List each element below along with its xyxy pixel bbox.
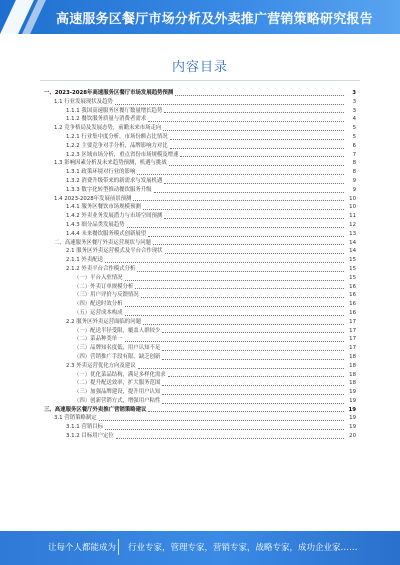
toc-dot-leader [170,139,344,140]
toc-entry-page: 18 [349,353,356,360]
footer-separator [118,539,119,555]
toc-entry-page: 11 [349,213,356,220]
toc-dot-leader [169,165,344,166]
toc-entry-page: 19 [349,397,356,404]
toc-entry-text: 3.1 营销策略制定 [54,415,97,422]
toc-entry[interactable] [44,265,356,274]
toc-dot-leader [153,244,344,245]
toc-entry-page: 10 [349,204,356,211]
toc-entry-page: 9 [352,177,356,184]
toc-entry-page: 16 [349,283,356,290]
toc-entry[interactable] [44,327,356,336]
toc-entry-text: （一）优化菜品结构，满足多样化需求 [74,371,166,378]
toc-entry-text: 1.3.3 数字化转型推动餐饮服务升级 [66,186,152,193]
report-header-banner [0,0,400,34]
toc-entry-page: 10 [349,195,356,202]
toc-entry[interactable] [44,318,356,327]
toc-entry-text: （二）提升配送效率，扩大服务范围 [74,380,161,387]
toc-entry[interactable] [44,247,356,256]
toc-entry-text: （一）平台入驻情况 [74,274,123,281]
toc-entry-page: 16 [349,309,356,316]
toc-entry-text: 1.2 竞争格局及发展态势，前瞻未来市场走向 [54,125,162,132]
toc-entry-page: 8 [352,169,356,176]
toc-dot-leader [137,174,344,175]
toc-dot-leader [164,183,344,184]
toc-entry[interactable] [44,124,356,133]
toc-entry-text: （一）配送半径受限，覆盖人群较少 [74,327,161,334]
toc-entry-text: 1.2.2 主要竞争对手分析，品牌影响力对比 [66,142,168,149]
toc-entry-text: （四）配送时效分析 [74,301,123,308]
toc-entry-page: 3 [352,98,356,105]
toc-entry-text: 3.1.1 营销目标 [66,424,103,431]
toc-entry-page: 15 [349,274,356,281]
toc-entry-text: （四）营销推广手段有限，缺乏创新 [74,353,161,360]
toc-entry-page: 17 [349,336,356,343]
toc-entry-page: 5 [352,133,356,140]
toc-entry[interactable] [44,230,356,239]
toc-entry[interactable] [44,414,356,423]
toc-entry-text: 1.3.1 政策环境对行业的影响 [66,169,136,176]
toc-entry[interactable] [44,291,356,300]
toc-entry-text: 3.1.2 目标用户定位 [66,433,114,440]
toc-entry-text: 一、2023-2028年高速服务区餐厅市场发展趋势预测 [44,90,174,96]
toc-entry-text: 1.4.4 未来餐饮服务模式创新展望 [66,230,147,237]
toc-dot-leader [125,315,344,316]
toc-dot-leader [137,271,344,272]
toc-entry-text: 1.2.3 区域市场分析，重点省份市场规模及增速 [66,151,179,158]
toc-entry-text: 1.4.1 服务区餐饮市场规模预测 [66,204,141,211]
toc-entry[interactable] [44,98,356,107]
toc-entry[interactable] [44,274,356,283]
toc-entry[interactable] [44,115,356,124]
toc-entry-text: （二）菜品种类单一 [74,336,123,343]
toc-dot-leader [125,280,344,281]
toc-entry-page: 9 [352,186,356,193]
toc-entry-page: 18 [349,380,356,387]
toc-entry[interactable] [44,309,356,318]
toc-dot-leader [148,236,344,237]
toc-entry[interactable] [44,371,356,380]
toc-entry-page: 5 [352,125,356,132]
toc-entry[interactable] [44,177,356,186]
toc-dot-leader [163,130,344,131]
toc-dot-leader [170,148,344,149]
toc-entry-text: 三、高速服务区餐厅外卖推广营销策略建议 [44,406,147,413]
toc-entry-page: 16 [349,301,356,308]
toc-dot-leader [148,411,344,412]
toc-dot-leader [125,341,344,342]
toc-dot-leader [135,288,344,289]
toc-entry[interactable] [44,353,356,362]
toc-dot-leader [148,121,344,122]
toc-entry-page: 18 [349,362,356,369]
toc-entry-text: 1.1.2 餐饮服务质量与消费者需求 [66,116,147,123]
toc-dot-leader [162,403,344,404]
toc-entry-text: 1.3 影响因素分析及未来趋势预测，机遇与挑战 [54,160,167,167]
toc-entry-text: （三）用户评价与反馈情况 [74,292,139,299]
toc-entry-page: 6 [352,142,356,149]
toc-entry-text: 2.1.1 外卖配送 [66,257,103,264]
toc-entry-page: 8 [352,160,356,167]
toc-entry[interactable] [44,168,356,177]
toc-dot-leader [143,209,344,210]
toc-entry-page: 20 [349,433,356,440]
toc-entry-text: 二、高速服务区餐厅外卖运营现状与问题 [54,239,152,246]
toc-entry-text: 2.2 服务区外卖运营面临的问题 [66,318,141,325]
table-of-contents [44,89,356,441]
toc-dot-leader [162,359,344,360]
toc-dot-leader [116,438,344,439]
toc-entry-page: 17 [349,327,356,334]
toc-dot-leader [138,368,344,369]
toc-entry[interactable] [44,203,356,212]
toc-entry-text: 1.4 2023-2028年发展前景预测 [54,195,132,202]
toc-entry-page: 3 [352,107,356,114]
toc-entry[interactable] [44,423,356,432]
toc-entry[interactable] [44,397,356,406]
toc-entry-text: 2.1 服务区外卖运营模式及平台合作现状 [66,248,163,255]
toc-entry-text: （五）运营成本构成 [74,309,123,316]
toc-entry[interactable] [44,221,356,230]
toc-entry[interactable] [44,379,356,388]
toc-entry[interactable] [44,159,356,168]
toc-entry-page: 4 [352,116,356,123]
toc-dot-leader [141,297,344,298]
toc-entry[interactable] [44,300,356,309]
toc-entry-text: （三）品牌知名度低，用户认知不足 [74,345,161,352]
toc-dot-leader [105,262,344,263]
toc-entry-text: （二）外卖订单规模分析 [74,283,134,290]
toc-entry-page: 12 [349,221,356,228]
toc-divider [40,80,360,81]
toc-entry-text: 1.4.3 细分品类发展趋势 [66,221,125,228]
toc-dot-leader [175,95,344,96]
toc-entry-text: （四）创新营销方式，增强用户粘性 [74,397,161,404]
toc-dot-leader [162,332,344,333]
toc-entry[interactable] [44,151,356,160]
toc-dot-leader [164,112,344,113]
toc-entry-page: 13 [349,230,356,237]
toc-entry[interactable] [44,195,356,204]
toc-entry-page: 19 [349,415,356,422]
toc-entry-page: 19 [349,389,356,396]
footer-slogan-left: 让每个人都能成为 [48,543,117,553]
toc-entry-page: 16 [349,292,356,299]
toc-entry[interactable] [44,89,356,98]
toc-entry-page: 17 [349,318,356,325]
toc-entry-text: 2.1.2 外卖平台合作模式分析 [66,265,136,272]
toc-dot-leader [105,429,344,430]
toc-dot-leader [180,156,344,157]
toc-entry-text: 1.1.1 我国高速服务区餐厅数量增长趋势 [66,107,163,114]
toc-dot-leader [125,306,344,307]
toc-entry[interactable] [44,256,356,265]
toc-dot-leader [99,420,344,421]
toc-entry-page: 19 [348,406,356,413]
toc-entry-text: 2.3 外卖运营优化方向及建议 [66,362,136,369]
report-footer-banner [0,531,400,565]
toc-entry-text: 1.2.1 行业集中度分析，市场份额占比情况 [66,133,168,140]
toc-entry[interactable] [44,406,356,415]
toc-dot-leader [162,394,344,395]
toc-entry[interactable] [44,142,356,151]
toc-dot-leader [162,385,344,386]
toc-entry-text: （三）加强品牌建设，提升用户认知 [74,389,161,396]
footer-slogan-right: 行业专家，管理专家，营销专家，战略专家，成功企业家…… [128,543,358,553]
toc-entry-page: 17 [349,345,356,352]
toc-entry[interactable] [44,344,356,353]
toc-entry[interactable] [44,107,356,116]
toc-entry-page: 14 [349,239,356,246]
report-title: 高速服务区餐厅市场分析及外卖推广营销策略研究报告 [56,12,373,27]
toc-dot-leader [115,104,344,105]
toc-entry-text: 1.3.2 消费升级带来的新需求与发展机遇 [66,177,163,184]
toc-entry[interactable] [44,133,356,142]
toc-entry-page: 15 [349,257,356,264]
toc-entry[interactable] [44,212,356,221]
toc-dot-leader [143,324,344,325]
toc-dot-leader [133,200,344,201]
toc-entry-text: 1.1 行业发展现状及趋势 [54,98,113,105]
toc-entry-page: 15 [349,265,356,272]
toc-entry[interactable] [44,335,356,344]
toc-entry-page: 7 [352,151,356,158]
toc-entry-text: 1.4.2 外卖业务发展潜力与市场空间预测 [66,213,163,220]
toc-entry[interactable] [44,362,356,371]
toc-heading: 内容目录 [171,60,228,75]
toc-entry-page: 14 [349,248,356,255]
toc-entry[interactable] [44,432,356,441]
toc-entry-page: 19 [349,424,356,431]
toc-entry[interactable] [44,239,356,248]
toc-dot-leader [164,218,344,219]
toc-entry-page: 18 [349,371,356,378]
toc-entry[interactable] [44,186,356,195]
toc-entry[interactable] [44,388,356,397]
toc-dot-leader [127,227,344,228]
toc-entry[interactable] [44,283,356,292]
toc-entry-page: 3 [352,90,356,96]
toc-dot-leader [154,192,344,193]
toc-dot-leader [162,350,344,351]
toc-dot-leader [165,253,344,254]
toc-dot-leader [168,376,344,377]
